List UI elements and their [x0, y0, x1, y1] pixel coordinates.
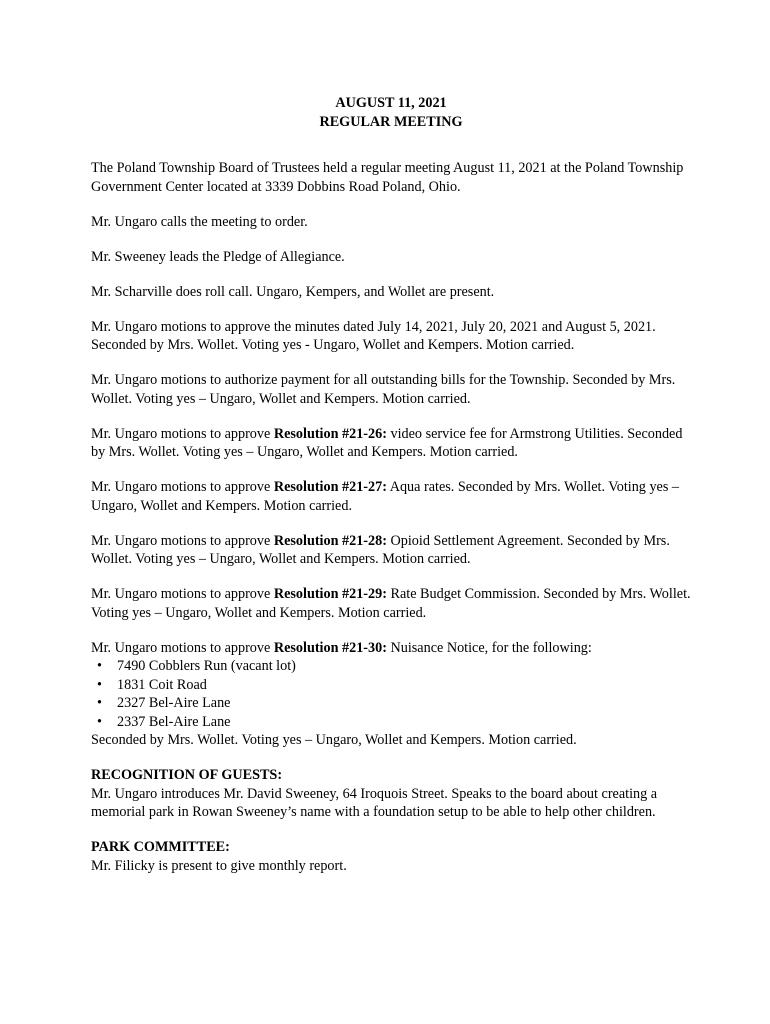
resolution-21-26-paragraph — [91, 425, 691, 462]
address-text: 2337 Bel-Aire Lane — [117, 713, 231, 730]
resolution-number: Resolution #21-28: — [273, 532, 387, 549]
bullet-icon: • — [97, 676, 102, 693]
resolution-number: Resolution #21-30: — [273, 639, 387, 656]
list-item — [97, 676, 691, 695]
park-committee-heading: PARK COMMITTEE: — [91, 839, 230, 855]
list-item — [97, 657, 691, 676]
address-text: 2327 Bel-Aire Lane — [117, 695, 231, 711]
resolution-text: Rate Budget Commission. Seconded by Mrs. Wollet. Voting yes – Ungaro, Wollet and Kempers. Motion carried. — [91, 586, 691, 621]
intro-paragraph: The Poland Township Board of Trustees held a regular meeting August 11, 2021 at the Poland Township Government Center located at 3339 Dobbins Road Poland, Ohio. — [91, 160, 684, 195]
motion-prefix: Mr. Ungaro motions to approve — [91, 425, 274, 442]
recognition-of-guests-section — [91, 766, 691, 822]
pledge-paragraph: Mr. Sweeney leads the Pledge of Allegiance. — [91, 248, 345, 265]
resolution-21-30-paragraph — [91, 639, 691, 658]
bullet-icon: • — [97, 658, 102, 674]
call-to-order-paragraph: Mr. Ungaro calls the meeting to order. — [91, 213, 308, 230]
address-text: 1831 Coit Road — [117, 676, 207, 693]
list-item — [97, 713, 691, 732]
resolution-21-30-closing: Seconded by Mrs. Wollet. Voting yes – Ungaro, Wollet and Kempers. Motion carried. — [91, 732, 577, 748]
park-committee-text: Mr. Filicky is present to give monthly report. — [91, 857, 347, 874]
resolution-number: Resolution #21-26: — [273, 425, 387, 442]
meeting-minutes-page — [91, 94, 691, 875]
nuisance-address-list — [91, 657, 691, 731]
address-text: 7490 Cobblers Run (vacant lot) — [117, 658, 296, 674]
resolution-text: Opioid Settlement Agreement. Seconded by Mrs. Wollet. Voting yes – Ungaro, Wollet and Kempers. Motion carried. — [91, 532, 670, 567]
meeting-date: AUGUST 11, 2021 — [335, 95, 447, 111]
bills-payment-paragraph: Mr. Ungaro motions to authorize payment for all outstanding bills for the Township. Seconded by Mrs. Wollet. Voting yes – Ungaro, Wollet and Kempers. Motion carried. — [91, 372, 676, 407]
guests-heading: RECOGNITION OF GUESTS: — [91, 767, 283, 783]
resolution-number: Resolution #21-29: — [273, 586, 387, 602]
resolution-21-28-paragraph — [91, 532, 691, 569]
resolution-text: Aqua rates. Seconded by Mrs. Wollet. Voting yes – Ungaro, Wollet and Kempers. Motion carried. — [91, 479, 679, 514]
resolution-21-30-block — [91, 639, 691, 750]
resolution-21-29-paragraph — [91, 585, 691, 622]
document-header — [91, 94, 691, 132]
guests-text: Mr. Ungaro introduces Mr. David Sweeney, 64 Iroquois Street. Speaks to the board about creating a memorial park in Rowan Sweeney’s name with a foundation setup to be able to help other children. — [91, 785, 658, 820]
bullet-icon: • — [97, 695, 102, 711]
resolution-text: video service fee for Armstrong Utilities. Seconded by Mrs. Wollet. Voting yes – Ungaro, Wollet and Kempers. Motion carried. — [91, 425, 683, 460]
resolution-number: Resolution #21-27: — [273, 479, 387, 495]
park-committee-section — [91, 838, 691, 875]
bullet-icon: • — [97, 713, 102, 730]
list-item — [97, 694, 691, 713]
motion-prefix: Mr. Ungaro motions to approve — [91, 479, 274, 495]
meeting-title: REGULAR MEETING — [319, 114, 463, 130]
minutes-approval-paragraph: Mr. Ungaro motions to approve the minutes dated July 14, 2021, July 20, 2021 and August 5, 2021. Seconded by Mrs. Wollet. Voting yes - Ungaro, Wollet and Kempers. Motion carried. — [91, 318, 656, 353]
motion-prefix: Mr. Ungaro motions to approve — [91, 639, 274, 656]
motion-prefix: Mr. Ungaro motions to approve — [91, 586, 274, 602]
resolution-21-27-paragraph — [91, 478, 691, 515]
resolution-text: Nuisance Notice, for the following: — [386, 639, 592, 656]
roll-call-paragraph: Mr. Scharville does roll call. Ungaro, Kempers, and Wollet are present. — [91, 283, 495, 300]
motion-prefix: Mr. Ungaro motions to approve — [91, 532, 274, 549]
